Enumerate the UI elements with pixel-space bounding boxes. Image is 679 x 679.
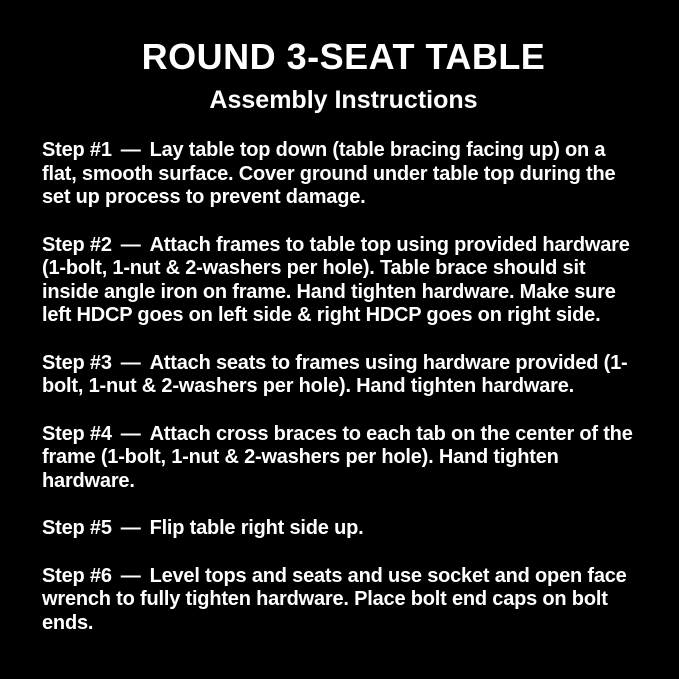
step-label: Step #5 — [42, 517, 112, 539]
step-text: Level tops and seats and use socket and open face wrench to fully tighten hardware. Place bolt end caps on bolt ends. — [42, 564, 627, 634]
step-label: Step #2 — [42, 233, 112, 256]
step-text: Attach seats to frames using hardware provided (1-bolt, 1-nut & 2-washers per hole). Hand tighten hardware. — [42, 351, 628, 397]
step-label: Step #6 — [42, 564, 112, 587]
step-paragraph-3 — [42, 352, 645, 399]
step-text: Flip table right side up. — [149, 517, 364, 539]
page-subtitle: Assembly Instructions — [209, 86, 478, 114]
step-paragraph-5 — [42, 517, 645, 541]
step-separator: — — [120, 422, 141, 445]
page-title: ROUND 3-SEAT TABLE — [141, 36, 546, 77]
step-separator: — — [120, 517, 141, 539]
step-paragraph-4 — [42, 423, 645, 494]
step-text: Attach cross braces to each tab on the center of the frame (1-bolt, 1-nut & 2-washers per hole). Hand tighten hardware. — [42, 422, 633, 492]
step-paragraph-6 — [42, 565, 645, 636]
step-text: Attach frames to table top using provided hardware (1-bolt, 1-nut & 2-washers per hole). Table brace should sit inside angle iron on frame. Hand tighten hardware. Make sure left HDCP goes on left side & right HDCP goes on right side. — [42, 233, 630, 326]
step-paragraph-1 — [42, 139, 645, 210]
step-separator: — — [120, 139, 141, 161]
step-text: Lay table top down (table bracing facing up) on a flat, smooth surface. Cover ground under table top during the set up process to prevent damage. — [42, 139, 616, 208]
step-label: Step #3 — [42, 351, 112, 374]
step-separator: — — [120, 564, 141, 587]
step-separator: — — [120, 233, 141, 256]
step-label: Step #4 — [42, 422, 112, 445]
step-label: Step #1 — [42, 139, 112, 161]
step-paragraph-2 — [42, 234, 645, 328]
step-separator: — — [120, 351, 141, 374]
